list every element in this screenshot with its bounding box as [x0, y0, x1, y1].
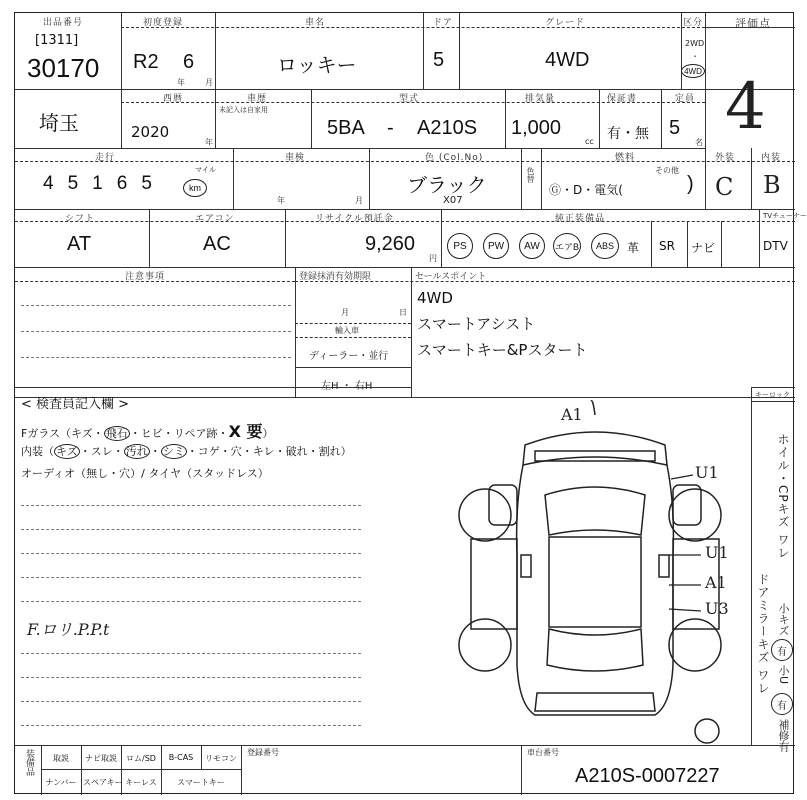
color-label: 色 (Col.No): [425, 153, 484, 163]
interior-scratch-circled: キズ: [56, 445, 78, 458]
inspector-line-3: オーディオ（無し・穴）/ タイヤ（スタッドレス）: [21, 467, 269, 480]
small-u-yes-label: 有: [777, 700, 787, 712]
sales-point: スマートキー&Pスタート: [417, 341, 588, 359]
color: ブラック: [407, 175, 487, 197]
fuel-label: 燃料: [615, 153, 636, 163]
equip-abs-label: ABS: [595, 241, 614, 251]
score: 4: [725, 70, 766, 144]
equip-label: 純正装備品: [555, 214, 606, 224]
expiry-day: 日: [399, 308, 407, 317]
small-scratch-yes: [771, 639, 793, 661]
reg-expiry-label: 登録抹消有効期限: [299, 272, 372, 282]
km-unit: km: [189, 183, 201, 193]
disp-label: 排気量: [525, 94, 556, 104]
km-circle: [183, 179, 207, 197]
small-scratch: 小キズ: [777, 603, 790, 636]
acc-remote: リモコン: [205, 754, 237, 763]
history-label: 車歴: [247, 94, 268, 104]
year-unit-2: 年: [205, 138, 213, 147]
lot-number: 30170: [27, 53, 100, 83]
capacity-unit: 名: [695, 138, 703, 147]
car-name-label: 車名: [305, 18, 326, 28]
drive-4wd: 4WD: [684, 66, 702, 76]
mark-rear-u3: U3: [705, 599, 729, 618]
capacity-label: 定員: [675, 94, 696, 104]
score-label: 評価点: [735, 17, 771, 30]
handle-option: 左H ・ 右H: [321, 381, 373, 392]
fglass-post: ・ヒビ・リペア跡・: [129, 427, 229, 440]
equip-dtv: DTV: [763, 239, 788, 253]
mileage-digit: 6: [116, 173, 142, 194]
sidebar-wheel: ホイル・CPキズ ワレ: [776, 433, 790, 560]
displacement: 1,000: [511, 117, 562, 139]
mileage-digit: 5: [67, 173, 93, 194]
acc-keyless: キーレス: [125, 778, 157, 787]
tuner-label: TVチューナー: [763, 212, 807, 220]
inspect-label: 車検: [285, 153, 306, 163]
warranty-label: 保証書: [607, 94, 638, 104]
year-unit: 年: [177, 78, 185, 87]
prefecture: 埼玉: [39, 113, 79, 135]
mileage-digit: 4: [43, 173, 68, 194]
mark-front-right-u1: U1: [695, 463, 719, 482]
equip-leather: 革: [627, 241, 640, 255]
fuel-other: その他: [655, 166, 679, 175]
sales-point: 4WD: [417, 289, 453, 307]
reg-era: R2: [133, 51, 159, 73]
year: 2020: [131, 123, 170, 141]
year-label: 西暦: [163, 94, 184, 104]
mileage: [43, 173, 166, 195]
drive-label: 区分: [683, 18, 704, 28]
keylock-label: キーロック: [755, 391, 790, 399]
interior-mid: ・: [149, 445, 161, 458]
mileage-label: 走行: [95, 153, 116, 163]
warranty: 有・無: [607, 126, 649, 142]
fuel-options: Ⓖ・D・電気(: [549, 183, 623, 197]
transfer-label: 輸入車: [335, 326, 359, 335]
chassis-label: 車台番号: [527, 748, 559, 757]
equip-pw-label: PW: [487, 240, 505, 252]
dealer-option: ディーラー・並行: [309, 351, 389, 362]
model-label: 型式: [399, 94, 420, 104]
ac: AC: [203, 233, 231, 255]
int-label: 内装: [761, 153, 782, 163]
acc-rom-sd: ロム/SD: [126, 754, 156, 763]
drive-4wd-circle: [681, 64, 705, 78]
interior-pre: 内装（: [21, 445, 54, 458]
equip-airbag: [553, 233, 581, 259]
caution-label: 注意事項: [125, 272, 166, 282]
drive-dot: ・: [691, 52, 699, 61]
grade-label: グレード: [545, 18, 586, 28]
fglass-x: X 要: [228, 422, 263, 441]
history-note: 未記入は自家用: [219, 106, 268, 114]
equip-navi: ナビ: [691, 241, 716, 255]
inspector-line-1: [21, 419, 273, 442]
equip-sunroof: SR: [659, 239, 675, 253]
small-u: 小U: [777, 665, 790, 685]
chassis-number: A210S-0007227: [575, 765, 720, 787]
acc-bcas: B-CAS: [168, 753, 194, 762]
inspect-year: 年: [277, 196, 285, 205]
fuel-close: ): [687, 173, 694, 195]
recycle-label: リサイクル預託金: [315, 214, 394, 224]
shift: AT: [67, 233, 92, 255]
lot-sub: [1311]: [35, 33, 79, 48]
color-change-label: 色替: [526, 167, 535, 183]
reg-month: 6: [183, 51, 195, 73]
disp-unit: cc: [585, 137, 594, 146]
inspect-month: 月: [355, 196, 363, 205]
acc-navi-manual: ナビ取説: [85, 754, 117, 763]
auction-sheet: [14, 12, 807, 794]
month-unit: 月: [205, 78, 213, 87]
color-no: X07: [443, 195, 463, 206]
mile-label: マイル: [195, 166, 216, 174]
small-scratch-yes-label: 有: [777, 646, 787, 658]
acc-plate: ナンバー: [45, 778, 77, 787]
sales-label: セールスポイント: [415, 272, 487, 282]
model-code: A210S: [417, 117, 478, 139]
sidebar-mirror: ドアミラーキズ ワレ: [756, 573, 770, 695]
ext-label: 外装: [715, 153, 736, 163]
grade: 4WD: [545, 49, 590, 71]
door-label: ドア: [433, 18, 453, 28]
interior-dirt-circled: 汚れ: [125, 445, 148, 458]
expiry-month: 月: [341, 308, 349, 317]
interior-mid: ・スレ・: [79, 445, 124, 458]
mark-door-a1: A1: [705, 573, 727, 592]
ac-label: エアコン: [195, 214, 235, 224]
interior-post: ・コゲ・穴・キレ・破れ・割れ）: [186, 445, 352, 458]
mileage-digit: 5: [141, 173, 166, 194]
car-diagram: [445, 405, 745, 745]
small-u-yes: [771, 693, 793, 715]
accessories-label: 装備品: [24, 749, 34, 776]
int-grade: B: [763, 171, 781, 199]
reg-no-label: 登録番号: [247, 748, 279, 757]
fglass-close: ）: [262, 427, 274, 440]
recycle-amount: 9,260: [365, 233, 416, 255]
mark-door-u1: U1: [705, 543, 729, 562]
model-dash: -: [387, 117, 394, 139]
doors: 5: [433, 49, 445, 71]
equip-airbag-label: エアB: [554, 241, 579, 252]
capacity: 5: [669, 117, 681, 139]
acc-smart-key: スマートキー: [177, 778, 225, 787]
ext-grade: C: [715, 173, 734, 201]
reg-label: 初度登録: [143, 18, 184, 28]
yen-unit: 円: [429, 254, 437, 263]
car-name: ロッキー: [277, 55, 357, 77]
drive-2wd: 2WD: [685, 39, 705, 48]
equip-ps-label: PS: [453, 240, 467, 252]
mark-roof-a1: A1: [561, 405, 583, 424]
equip-abs: [591, 233, 619, 259]
equip-pw: [483, 233, 509, 259]
model-prefix: 5BA: [327, 117, 365, 139]
inspector-line-2: [21, 443, 352, 459]
inspector-title: < 検査員記入欄 >: [21, 397, 130, 412]
equip-aw: [519, 233, 545, 259]
equip-ps: [447, 233, 473, 259]
fglass-chip-circled: 飛石: [105, 427, 128, 440]
acc-spare-key: スペアキー: [83, 778, 123, 787]
sales-point: スマートアシスト: [417, 315, 536, 333]
interior-stain-circled: シミ: [162, 445, 185, 458]
lot-label: 出品番号: [43, 18, 84, 28]
fglass-pre: Fガラス（キズ・: [21, 427, 104, 440]
acc-manual: 取説: [53, 754, 69, 763]
equip-aw-label: AW: [524, 240, 540, 252]
mileage-digit: 1: [92, 173, 117, 194]
repair: 補修有: [777, 719, 790, 752]
shift-label: シフト: [65, 214, 96, 224]
handwritten-note: F.ロリ.P.P.t: [27, 620, 110, 639]
